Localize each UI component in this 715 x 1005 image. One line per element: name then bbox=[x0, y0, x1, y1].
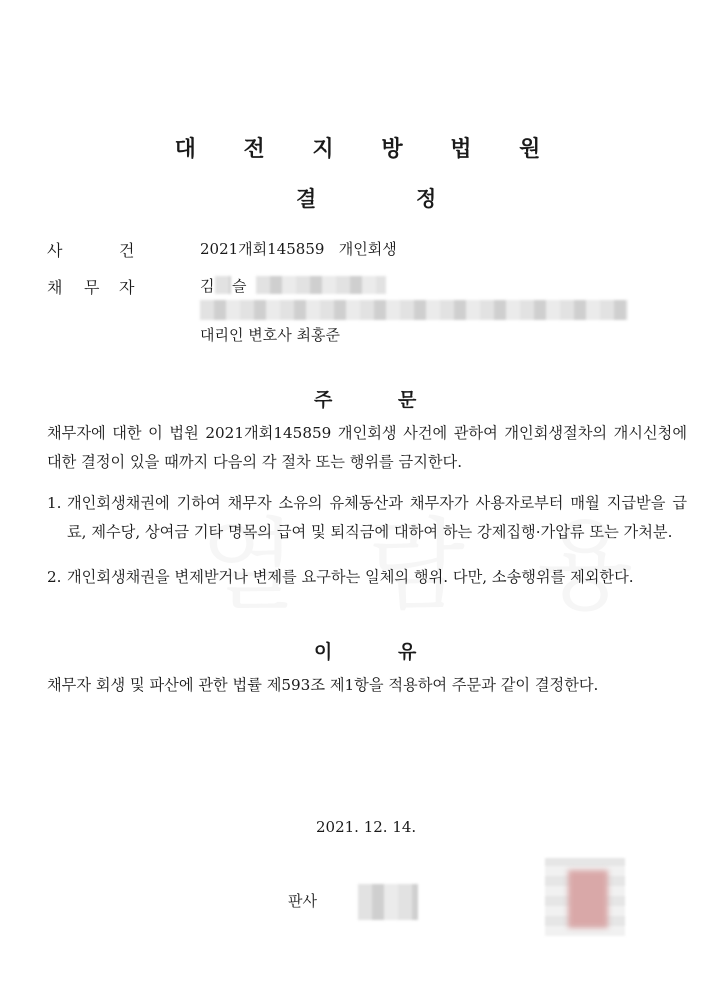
court-name: 대 전 지 방 법 원 bbox=[174, 136, 561, 162]
order-text: 채무자에 대한 이 법원 2021개회145859 개인회생 사건에 관하여 개인회생절차의 개시신청에 대한 결정이 있을 때까지 다음의 각 절차 또는 행위를 금지한다. bbox=[47, 424, 687, 471]
redaction-judge-name bbox=[358, 884, 418, 920]
debtor-name-char-2: 슬 bbox=[232, 277, 247, 295]
case-value: 2021개회145859 개인회생 bbox=[200, 240, 397, 258]
reason-text: 채무자 회생 및 파산에 관한 법률 제593조 제1항을 적용하여 주문과 같이 결정한다. bbox=[47, 676, 599, 694]
doc-title-left: 결 bbox=[296, 186, 317, 211]
judge-label: 판사 bbox=[288, 892, 317, 910]
debtor-label-2: 무 bbox=[84, 278, 100, 297]
debtor-agent: 대리인 변호사 최홍준 bbox=[200, 326, 340, 344]
debtor-name-char-1: 김 bbox=[200, 277, 215, 295]
order-heading-left: 주 bbox=[314, 389, 333, 411]
doc-title-right: 정 bbox=[416, 186, 437, 211]
item-2-num: 2. bbox=[47, 568, 62, 586]
item-2-text: 개인회생채권을 변제받거나 변제를 요구하는 일체의 행위. 다만, 소송행위를 제외한다. bbox=[67, 568, 634, 586]
reason-heading-left: 이 bbox=[314, 641, 333, 663]
redaction-name bbox=[215, 276, 231, 294]
order-heading-right: 문 bbox=[398, 389, 417, 411]
debtor-label-3: 자 bbox=[119, 278, 135, 297]
reason-heading-right: 유 bbox=[398, 641, 417, 663]
seal-stamp bbox=[568, 870, 608, 928]
case-label-2: 건 bbox=[119, 241, 135, 260]
redaction-id bbox=[256, 276, 386, 294]
item-1-num: 1. bbox=[47, 494, 62, 512]
item-1-text: 개인회생채권에 기하여 채무자 소유의 유체동산과 채무자가 사용자로부터 매월 지급받을 급료, 제수당, 상여금 기타 명목의 급여 및 퇴직금에 대하여 하는 강제집행·가압류 또는 가처분. bbox=[67, 494, 687, 541]
debtor-label-1: 채 bbox=[47, 278, 63, 297]
decision-date: 2021. 12. 14. bbox=[316, 818, 417, 836]
case-label-1: 사 bbox=[47, 241, 63, 260]
redaction-address bbox=[200, 300, 628, 320]
